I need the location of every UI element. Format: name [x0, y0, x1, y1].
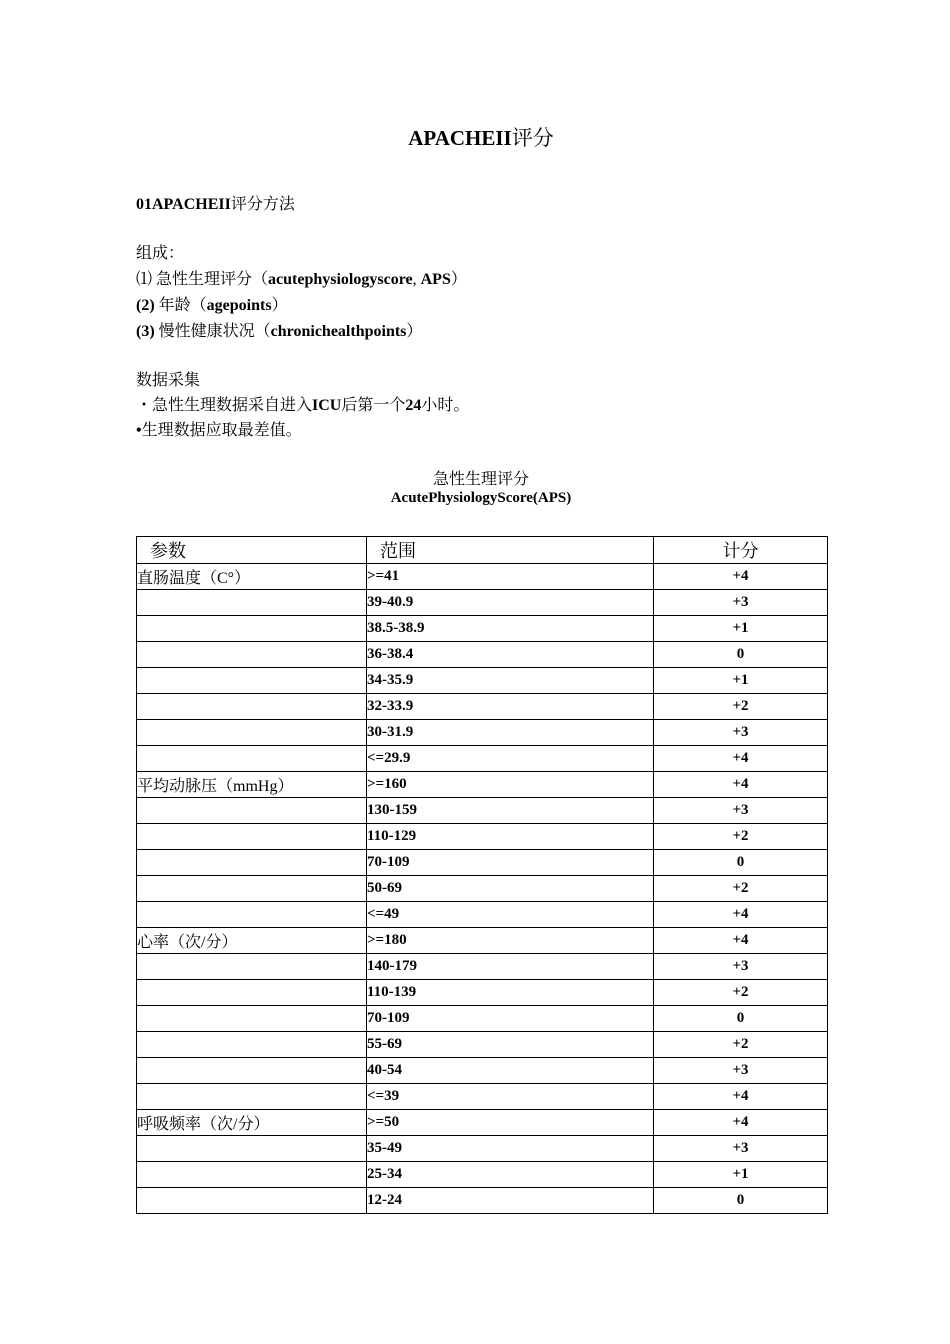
score-cell: +3 — [654, 798, 828, 824]
param-cell — [137, 1032, 367, 1058]
table-row — [137, 1058, 828, 1084]
table-row — [137, 1006, 828, 1032]
table-row — [137, 798, 828, 824]
table-row — [137, 954, 828, 980]
range-cell: >=180 — [367, 928, 654, 954]
param-cell — [137, 1006, 367, 1032]
param-cell — [137, 720, 367, 746]
score-cell: +4 — [654, 1084, 828, 1110]
item-en: chronichealthpoints — [270, 323, 407, 340]
param-cell — [137, 694, 367, 720]
score-cell: +4 — [654, 746, 828, 772]
table-body — [137, 564, 828, 1214]
param-cell — [137, 1084, 367, 1110]
param-cell — [137, 1058, 367, 1084]
page-title-zh: 评分 — [511, 126, 554, 150]
param-cell — [137, 902, 367, 928]
collection-icu: ICU — [312, 397, 342, 414]
table-row — [137, 720, 828, 746]
range-cell: <=39 — [367, 1084, 654, 1110]
table-row — [137, 1136, 828, 1162]
page-title — [0, 122, 950, 152]
item-number: (3) — [136, 323, 155, 340]
param-cell — [137, 1188, 367, 1214]
aps-table — [136, 536, 828, 1214]
header-score — [654, 537, 828, 564]
range-cell: 55-69 — [367, 1032, 654, 1058]
section-heading — [136, 191, 295, 214]
range-cell: 36-38.4 — [367, 642, 654, 668]
collection-text-b: 后第一个 — [341, 397, 406, 414]
table-row — [137, 694, 828, 720]
item-en: agepoints — [206, 297, 272, 314]
score-cell: +3 — [654, 590, 828, 616]
param-cell — [137, 642, 367, 668]
range-cell: <=49 — [367, 902, 654, 928]
range-cell: 32-33.9 — [367, 694, 654, 720]
param-cell: 呼吸频率（次/分） — [137, 1110, 367, 1136]
table-row — [137, 772, 828, 798]
score-cell: +3 — [654, 1058, 828, 1084]
collection-line-1 — [136, 392, 469, 415]
page-title-en: APACHEII — [408, 126, 512, 150]
range-cell: 40-54 — [367, 1058, 654, 1084]
param-cell — [137, 590, 367, 616]
score-cell: +4 — [654, 1110, 828, 1136]
range-cell: 30-31.9 — [367, 720, 654, 746]
table-header-row — [137, 537, 828, 564]
param-cell — [137, 876, 367, 902]
param-cell — [137, 850, 367, 876]
item-close: ） — [406, 323, 423, 340]
table-row — [137, 876, 828, 902]
table-row — [137, 616, 828, 642]
score-cell: +1 — [654, 1162, 828, 1188]
score-cell: +4 — [654, 928, 828, 954]
range-cell: 12-24 — [367, 1188, 654, 1214]
param-cell — [137, 824, 367, 850]
bullet: • — [136, 422, 142, 439]
header-range-label: 范围 — [380, 541, 416, 561]
header-param — [137, 537, 367, 564]
item-sep: , — [412, 271, 421, 288]
score-cell: +3 — [654, 1136, 828, 1162]
item-en: acutephysiologyscore — [268, 271, 413, 288]
composition-heading: 组成： — [136, 245, 185, 262]
score-cell: +2 — [654, 1032, 828, 1058]
item-text: 慢性健康状况（ — [158, 323, 271, 340]
param-cell: 平均动脉压（mmHg） — [137, 772, 367, 798]
table-row — [137, 668, 828, 694]
range-cell: 140-179 — [367, 954, 654, 980]
item-close: ） — [450, 271, 467, 288]
score-cell: +2 — [654, 876, 828, 902]
table-row — [137, 902, 828, 928]
item-number: ⑴ — [136, 271, 153, 288]
score-cell: +2 — [654, 824, 828, 850]
composition-item-aps — [136, 266, 467, 289]
score-cell: +3 — [654, 954, 828, 980]
header-param-label: 参数 — [150, 541, 186, 561]
section-heading-en: 01APACHEII — [136, 196, 231, 213]
score-cell: 0 — [654, 1006, 828, 1032]
collection-heading: 数据采集 — [136, 372, 201, 389]
collection-text-c: 小时。 — [421, 397, 470, 414]
score-cell: +4 — [654, 564, 828, 590]
range-cell: 110-139 — [367, 980, 654, 1006]
item-abbr: APS — [420, 271, 451, 288]
param-cell — [137, 616, 367, 642]
table-row — [137, 850, 828, 876]
header-score-label: 计分 — [722, 541, 759, 561]
table-row — [137, 564, 828, 590]
range-cell: <=29.9 — [367, 746, 654, 772]
range-cell: 130-159 — [367, 798, 654, 824]
collection-text: 生理数据应取最差值。 — [141, 422, 302, 439]
range-cell: 50-69 — [367, 876, 654, 902]
param-cell — [137, 746, 367, 772]
range-cell: 34-35.9 — [367, 668, 654, 694]
table-row — [137, 1032, 828, 1058]
table-row — [137, 1084, 828, 1110]
table-row — [137, 642, 828, 668]
score-cell: +4 — [654, 902, 828, 928]
table-row — [137, 928, 828, 954]
range-cell: >=50 — [367, 1110, 654, 1136]
param-cell — [137, 668, 367, 694]
range-cell: 38.5-38.9 — [367, 616, 654, 642]
param-cell: 直肠温度（C°） — [137, 564, 367, 590]
score-cell: +2 — [654, 694, 828, 720]
item-text: 急性生理评分（ — [156, 271, 269, 288]
score-cell: 0 — [654, 850, 828, 876]
score-cell: 0 — [654, 1188, 828, 1214]
table-row — [137, 746, 828, 772]
score-cell: +1 — [654, 668, 828, 694]
table-row — [137, 1188, 828, 1214]
score-cell: +1 — [654, 616, 828, 642]
table-row — [137, 824, 828, 850]
table-row — [137, 590, 828, 616]
composition-item-chronic — [136, 318, 422, 341]
score-cell: +4 — [654, 772, 828, 798]
range-cell: >=160 — [367, 772, 654, 798]
range-cell: >=41 — [367, 564, 654, 590]
range-cell: 35-49 — [367, 1136, 654, 1162]
table-title-en: AcutePhysiologyScore(APS) — [390, 490, 572, 506]
param-cell: 心率（次/分） — [137, 928, 367, 954]
table-title-zh: 急性生理评分 — [432, 471, 529, 488]
item-close: ） — [271, 297, 288, 314]
range-cell: 70-109 — [367, 850, 654, 876]
composition-item-age — [136, 292, 288, 315]
score-cell: +2 — [654, 980, 828, 1006]
table-row — [137, 1110, 828, 1136]
param-cell — [137, 954, 367, 980]
collection-hours: 24 — [405, 397, 422, 414]
param-cell — [137, 798, 367, 824]
table-row — [137, 1162, 828, 1188]
collection-text-a: ・急性生理数据采自进入 — [136, 397, 313, 414]
param-cell — [137, 1136, 367, 1162]
section-heading-zh: 评分方法 — [230, 196, 295, 213]
item-number: (2) — [136, 297, 155, 314]
header-range — [367, 537, 654, 564]
item-text: 年龄（ — [158, 297, 207, 314]
param-cell — [137, 1162, 367, 1188]
range-cell: 110-129 — [367, 824, 654, 850]
score-cell: +3 — [654, 720, 828, 746]
collection-line-2 — [136, 417, 302, 440]
param-cell — [137, 980, 367, 1006]
range-cell: 25-34 — [367, 1162, 654, 1188]
range-cell: 70-109 — [367, 1006, 654, 1032]
score-cell: 0 — [654, 642, 828, 668]
table-row — [137, 980, 828, 1006]
range-cell: 39-40.9 — [367, 590, 654, 616]
